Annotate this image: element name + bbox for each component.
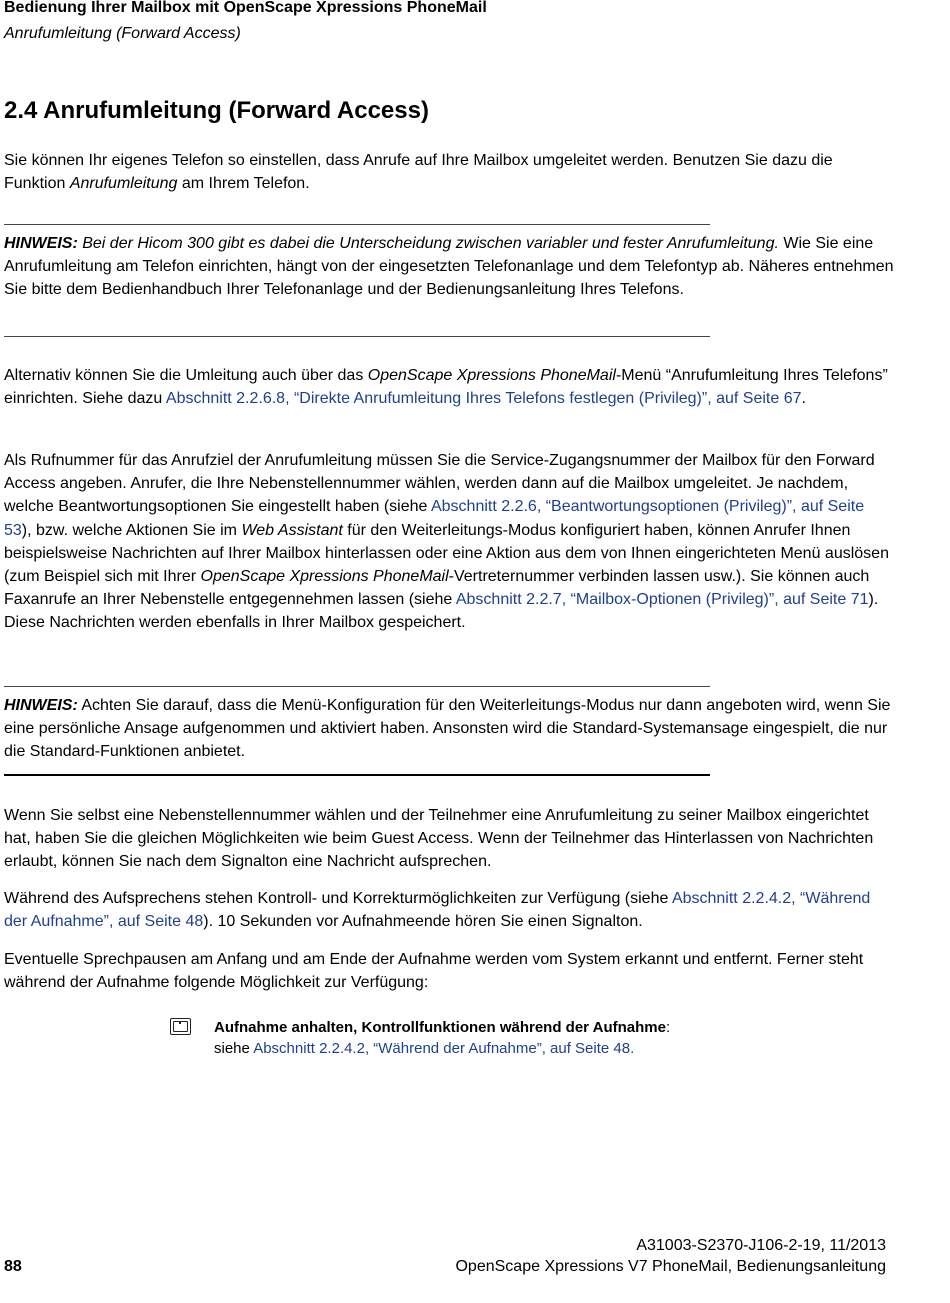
pauses-paragraph: Eventuelle Sprechpausen am Anfang und am Ende der Aufnahme werden vom System erkannt und entfernt. Ferner steht während der Aufnahme folgende Möglichkeit zur Verfügung:: [4, 951, 864, 992]
rufnummer-text: ), bzw. welche Aktionen Sie im: [21, 521, 242, 539]
cross-reference-link[interactable]: Abschnitt 2.2.7, “Mailbox-Optionen (Privileg)”, auf Seite 71: [455, 591, 869, 609]
recording-paragraph: [4, 887, 894, 933]
footer-document-title: OpenScape Xpressions V7 PhoneMail, Bedienungsanleitung: [455, 1258, 886, 1275]
guest-access-paragraph: Wenn Sie selbst eine Nebenstellennummer wählen und der Teilnehmer eine Anrufumleitung zu seiner Mailbox eingerichtet hat, haben Sie die gleichen Möglichkeiten wie beim Guest Access. Wenn der Teilnehmer das Hinterlassen von Nachrichten erlaubt, können Sie nach dem Signalton eine Nachricht aufsprechen.: [4, 807, 874, 871]
footer-document-number: A31003-S2370-J106-2-19, 11/2013: [636, 1237, 886, 1254]
note-divider-bottom: [4, 774, 710, 776]
intro-text-end: am Ihrem Telefon.: [177, 175, 310, 193]
note-label: HINWEIS:: [4, 697, 78, 714]
note-divider-top: [4, 686, 710, 687]
intro-text: Sie können Ihr eigenes Telefon so einstellen, dass Anrufe auf Ihre Mailbox umgeleitet werden. Benutzen Sie dazu die Funktion: [4, 152, 833, 193]
cross-reference-link[interactable]: Abschnitt 2.2.6.8, “Direkte Anrufumleitung Ihres Telefons festlegen (Privileg)”, auf Seite 67: [165, 390, 802, 408]
recording-text-end: ). 10 Sekunden vor Aufnahmeende hören Sie einen Signalton.: [203, 913, 643, 931]
key-function-label: Aufnahme anhalten, Kontrollfunktionen während der Aufnahme: [214, 1019, 666, 1036]
cross-reference-link[interactable]: Abschnitt 2.2.4.2, “Während der Aufnahme”, auf Seite 48: [4, 890, 871, 931]
key-function-colon: :: [665, 1019, 671, 1036]
alt-text: Alternativ können Sie die Umleitung auch über das: [4, 367, 368, 384]
note-italic-text: Bei der Hicom 300 gibt es dabei die Unterscheidung zwischen variabler und fester Anrufumleitung.: [77, 235, 779, 252]
running-header-subtitle: Anrufumleitung (Forward Access): [4, 25, 241, 42]
web-assistant-name: Web Assistant: [241, 521, 343, 539]
cross-reference-link[interactable]: Abschnitt 2.2.6, “Beantwortungsoptionen (Privileg)”, auf Seite 53: [4, 498, 865, 539]
rufnummer-text: für den Weiterleitungs-Modus konfiguriert haben, können Anrufer Ihnen beispielsweise Nachrichten auf Ihrer Mailbox hinterlassen oder eine Aktion aus dem von Ihnen eingerichteten Menü auslösen (zum Beispiel sich mit Ihrer: [4, 521, 889, 586]
rufnummer-text-end: ). Diese Nachrichten werden ebenfalls in Ihrer Mailbox gespeichert.: [4, 591, 879, 632]
recording-text: Während des Aufsprechens stehen Kontroll- und Korrekturmöglichkeiten zur Verfügung (siehe: [4, 890, 672, 907]
rufnummer-text: -Vertreternummer verbinden lassen usw.). Sie können auch Faxanrufe an Ihrer Nebenstelle entgegennehmen lassen (siehe: [4, 568, 870, 609]
note-hicom: [4, 232, 894, 302]
running-header-title: Bedienung Ihrer Mailbox mit OpenScape Xpressions PhoneMail: [4, 0, 487, 16]
alt-text-end: .: [801, 390, 806, 408]
intro-function-name: Anrufumleitung: [69, 175, 178, 193]
rufnummer-text: Als Rufnummer für das Anrufziel der Anrufumleitung müssen Sie die Service-Zugangsnummer der Mailbox für den Forward Access angeben. Anrufer, die Ihre Nebenstellennummer wählen, werden dann auf die Mailbox umgeleitet. Je nachdem, welche Beantwortungsoptionen Sie eingestellt haben (siehe: [4, 452, 875, 516]
section-heading: 2.4 Anrufumleitung (Forward Access): [4, 97, 429, 124]
key-icon: [170, 1018, 191, 1035]
product-name: OpenScape Xpressions PhoneMail: [200, 568, 449, 586]
note-menu-configuration: [4, 694, 894, 764]
note-divider-bottom: [4, 336, 710, 337]
note-divider-top: [4, 224, 710, 225]
alternative-paragraph: [4, 364, 894, 410]
key-function-title: [214, 1017, 670, 1038]
note-text: Wie Sie eine Anrufumleitung am Telefon einrichten, hängt von der eingesetzten Telefonanlage und dem Telefontyp ab. Näheres entnehmen Sie bitte dem Bedienhandbuch Ihrer Telefonanlage und der Bedienungsanleitung Ihres Telefons.: [4, 235, 894, 299]
key-function-reference: [214, 1038, 634, 1059]
rufnummer-paragraph: [4, 449, 894, 635]
page-number: 88: [4, 1258, 22, 1275]
alt-text-middle: -Menü “Anrufumleitung Ihres Telefons” einrichten. Siehe dazu: [4, 367, 888, 408]
see-text: siehe: [214, 1040, 254, 1057]
note-label: HINWEIS:: [4, 235, 78, 252]
intro-paragraph: [4, 149, 894, 195]
cross-reference-link[interactable]: Abschnitt 2.2.4.2, “Während der Aufnahme”, auf Seite 48: [253, 1040, 631, 1057]
reference-period: .: [630, 1040, 635, 1057]
alt-product-name: OpenScape Xpressions PhoneMail: [367, 367, 616, 384]
note-text: Achten Sie darauf, dass die Menü-Konfiguration für den Weiterleitungs-Modus nur dann angeboten wird, wenn Sie eine persönliche Ansage aufgenommen und aktiviert haben. Ansonsten wird die Standard-Systemansage eingespielt, die nur die Standard-Funktionen anbietet.: [4, 697, 891, 761]
